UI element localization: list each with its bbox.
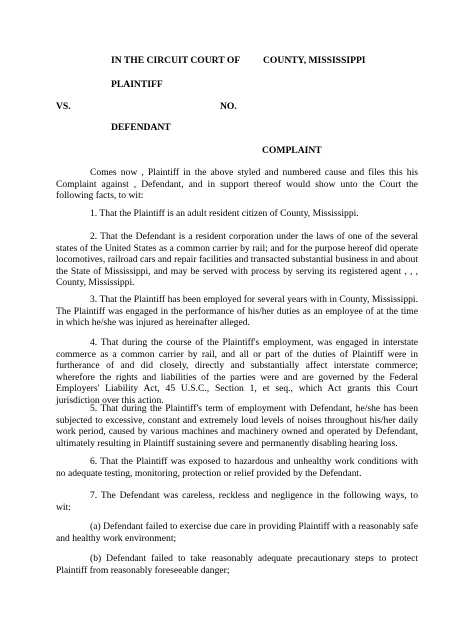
paragraph-5: 5. That during the Plaintiff's term of employment with Defendant, he/she has been subjected to excessive, constant and extremely loud levels of noises throughout his/her daily work period, caused by various machines and machinery owned and operated by Defendant, ultimately resulting in Plaintiff sustaining severe and permanently disabling hearing loss. [56, 403, 418, 449]
subparagraph-b: (b) Defendant failed to take reasonably adequate precautionary steps to protect Plaintiff from reasonably foreseeable danger; [56, 553, 418, 576]
paragraph-3: 3. That the Plaintiff has been employed for several years with in County, Mississippi. The Plaintiff was engaged in the performance of his/her duties as an employee of at the time in which he/she was injured as hereinafter alleged. [56, 294, 418, 329]
paragraph-4: 4. That during the course of the Plaintiff's employment, was engaged in interstate commerce as a common carrier by rail, and all or part of the duties of Plaintiff were in furtherance of and did closely, directly and substantially affect interstate commerce; wherefore the rights and liabilities of the parties were and are governed by the Federal Employers' Liability Act, 45 U.S.C., Section 1, et seq., which Act grants this Court jurisdiction over this action. [56, 337, 418, 406]
court-caption-left: IN THE CIRCUIT COURT OF [111, 55, 241, 66]
case-number-label: NO. [220, 101, 237, 112]
paragraph-2: 2. That the Defendant is a resident corporation under the laws of one of the several states of the United States as a common carrier by rail; and for the purpose hereof did operate locomotives, railroad cars and repair facilities and transacted substantial business in and about the State of Mississippi, and may be served with process by serving its registered agent , , , County, Mississippi. [56, 231, 418, 289]
intro-paragraph: Comes now , Plaintiff in the above styled and numbered cause and files this his Complaint against , Defendant, and in support thereof would show unto the Court the following facts, to wit: [56, 167, 418, 202]
paragraph-7: 7. The Defendant was careless, reckless and negligence in the following ways, to wit: [56, 490, 418, 513]
document-title: COMPLAINT [262, 145, 322, 156]
plaintiff-label: PLAINTIFF [111, 79, 163, 90]
paragraph-1: 1. That the Plaintiff is an adult resident citizen of County, Mississippi. [90, 208, 359, 219]
vs-label: VS. [56, 101, 71, 112]
paragraph-6: 6. That the Plaintiff was exposed to hazardous and unhealthy work conditions with no adequate testing, monitoring, protection or relief provided by the Defendant. [56, 456, 418, 479]
court-caption-right: COUNTY, MISSISSIPPI [263, 55, 366, 66]
subparagraph-a: (a) Defendant failed to exercise due care in providing Plaintiff with a reasonably safe and healthy work environment; [56, 521, 418, 544]
defendant-label: DEFENDANT [111, 122, 171, 133]
